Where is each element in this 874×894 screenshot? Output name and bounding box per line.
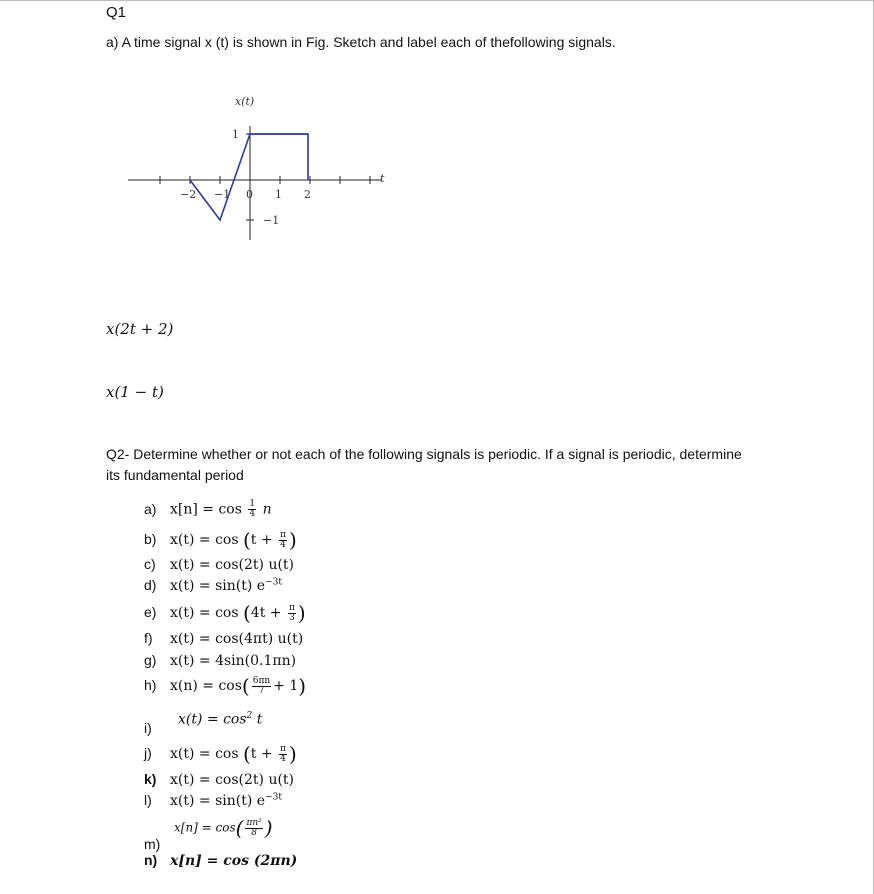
q2-item-m-label: m) (144, 836, 161, 852)
q2-item-a: a) x[n] = cos $\frac{1}{4}$ n (144, 499, 272, 519)
q2-item-g: g) x(t) = 4sin(0.1πn) (144, 652, 297, 669)
tick-label-x: 2 (304, 188, 311, 201)
q2-item-k: k) x(t) = cos(2t) u(t) (144, 771, 295, 788)
q2-item-l: l) x(t) = sin(t) $e^{-3t}$ (144, 792, 282, 809)
q1-prompt: a) A time signal x (t) is shown in Fig. Sketch and label each of thefollowing signals. (106, 34, 616, 50)
q2-prompt-line1: Q2- Determine whether or not each of the following signals is periodic. If a signal is periodic, determine (106, 446, 742, 462)
q2-item-j: j) x(t) = cos (t + $\frac{\pi}{4}$ ) (144, 742, 297, 766)
q2-item-f: f) x(t) = cos(4πt) u(t) (144, 630, 304, 647)
q1-item-2: x(1 − t) (106, 383, 164, 401)
figure-ylabel: x(t) (235, 95, 255, 108)
tick-label-x: 1 (275, 188, 282, 201)
q2-item-d: d) x(t) = sin(t) $e^{-3t}$ (144, 577, 282, 594)
q2-item-c: c) x(t) = cos(2t) u(t) (144, 556, 295, 573)
tick-label-x: −1 (214, 188, 231, 201)
page-border-top (0, 0, 874, 1)
q1-title: Q1 (106, 4, 127, 21)
q2-item-m: x[n] = cos( $\frac{\text{πn²}}{8}$ ) (174, 816, 273, 840)
q2-item-i-label: i) (144, 720, 152, 736)
signal-curve (190, 134, 308, 220)
q2-item-e: e) x(t) = cos (4t + $\frac{\pi}{3}$ ) (144, 601, 306, 625)
tick-label-x: −2 (180, 188, 197, 201)
q2-prompt-line2: its fundamental period (106, 467, 244, 483)
tick-label-y: 1 (232, 128, 239, 141)
tick-label-y: −1 (263, 214, 280, 227)
q2-item-n: n) x[n] = cos (2πn) (144, 852, 298, 869)
figure-xlabel: t (380, 172, 385, 185)
tick-label-x: 0 (246, 188, 253, 201)
q2-item-b: b) x(t) = cos (t + $\frac{\pi}{4}$ ) (144, 528, 297, 552)
q2-item-i: $x(t) = \cos^2 t$ (178, 711, 263, 728)
q1-item-1: x(2t + 2) (106, 320, 174, 338)
q2-item-h: h) x(n) = cos( $\frac{6\pi n}{7}$ + 1) (144, 674, 307, 698)
signal-figure (120, 88, 400, 248)
